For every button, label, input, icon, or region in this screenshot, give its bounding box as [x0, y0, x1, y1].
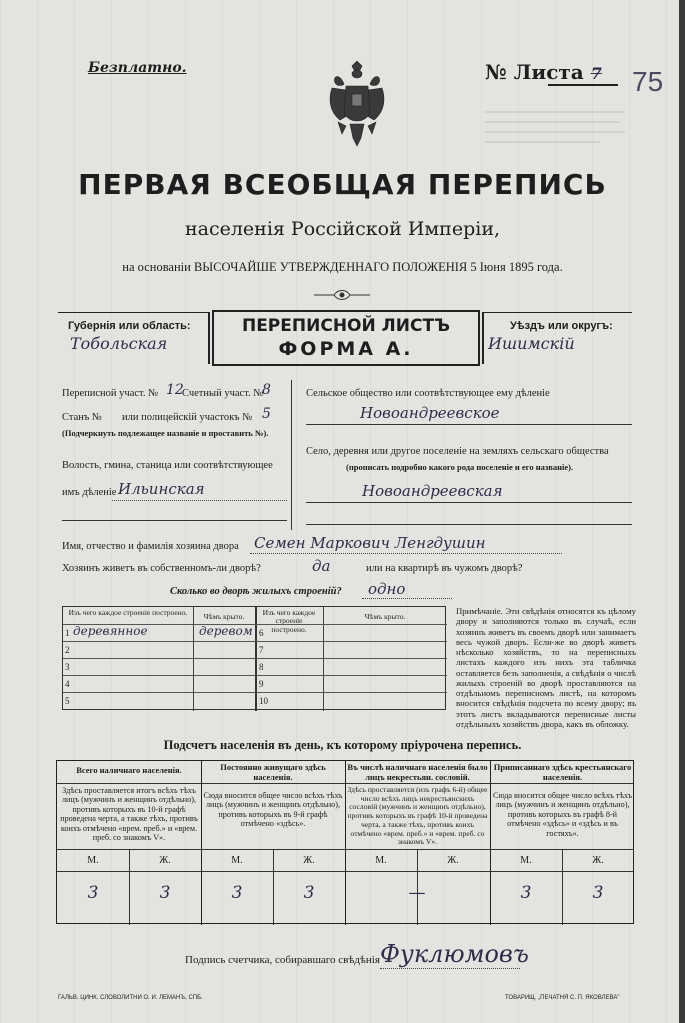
sheet-number-underline: [548, 84, 618, 86]
bleed-through-text: [480, 104, 630, 154]
buildings-row-sep: [63, 692, 447, 693]
stan-value: 5: [262, 406, 271, 422]
society-label: Сельское общество или соотвѣтствующее ему дѣленіе: [306, 388, 550, 399]
buildings-row-num: 8: [259, 662, 264, 672]
buildings-head-roof-2: Чѣмъ крыто.: [364, 612, 406, 621]
form-subtitle: ФОРМА А.: [278, 338, 414, 360]
population-col4-m: М.: [520, 855, 532, 866]
page-subtitle: населенія Россійской Имперіи,: [184, 218, 501, 240]
district-value: Ишимскій: [488, 334, 575, 353]
buildings-row1-material: деревянное: [73, 624, 148, 638]
buildings-row-sep: [63, 658, 447, 659]
signature-value: Фуклюмовъ: [380, 940, 529, 968]
printer-mark-right: ТОВАРИЩ. „ПЕЧАТНЯ С. П. ЯКОВЛЕВА": [505, 995, 620, 1001]
population-col4-m-value: 3: [520, 883, 532, 903]
volost-label-2: имъ дѣленіе: [62, 487, 117, 498]
population-col3-head: Въ числѣ наличнаго населенія было лицъ некрестьян. сословій.: [347, 762, 488, 782]
stan-note: (Подчеркнуть подлежащее названіе и проставить №).: [62, 428, 269, 438]
buildings-row-sep: [63, 675, 447, 676]
census-district-value: 12: [166, 382, 184, 398]
sheet-number-crossed: 7: [590, 64, 602, 83]
buildings-row-num: 4: [65, 679, 70, 689]
buildings-col-sep: [193, 607, 194, 711]
population-col1-desc: Здѣсь проставляется итогъ всѣхъ тѣхъ лицъ (мужчинъ и женщинъ отдѣльно), противъ которыхъ въ 10-й графѣ проведена черта, а также тѣхъ, противъ коихъ отмѣчено «врем. преб.» и «врем. преб. со знакомъ V».: [60, 786, 198, 843]
printer-mark-left: ГАЛЬВ. ЦИНК. СЛОВОЛИТНИ О. И. ЛЕМАНЪ, СПБ.: [58, 995, 203, 1001]
lives-rent-label: или на квартирѣ въ чужомъ дворѣ?: [366, 563, 523, 574]
village-line: [306, 502, 632, 503]
buildings-row-num: 10: [259, 696, 268, 706]
population-col3-m-value: —: [408, 883, 426, 903]
buildings-row1-roof: деревом: [199, 624, 253, 638]
province-value: Тобольская: [70, 334, 168, 353]
population-col1-f: Ж.: [159, 855, 171, 866]
sheet-number-value: 75: [632, 66, 664, 97]
buildings-table: [62, 606, 446, 710]
population-col1-m: М.: [87, 855, 99, 866]
buildings-row-num: 1: [65, 628, 70, 638]
society-value: Новоандреевское: [360, 404, 500, 422]
population-col1-f-value: 3: [159, 883, 171, 903]
sheet-number-label-text: № Листа: [485, 60, 584, 84]
owner-label: Имя, отчество и фамилія хозяина двора: [62, 541, 239, 552]
page-title: ПЕРВАЯ ВСЕОБЩАЯ ПЕРЕПИСЬ: [78, 168, 607, 201]
population-title: Подсчетъ населенія въ день, къ которому пріурочена перепись.: [163, 738, 522, 752]
owner-line: [250, 553, 562, 554]
count-district-label: Счетный участ. №: [182, 388, 264, 399]
population-row-sep: [57, 849, 633, 850]
population-col1-head: Всего наличнаго населенія.: [76, 765, 182, 775]
owner-value: Семен Маркович Ленгдушин: [254, 534, 486, 552]
village-note: (прописать подробно какого рода поселеніе и его названіе).: [346, 462, 574, 472]
buildings-row-num: 9: [259, 679, 264, 689]
free-label: Безплатно.: [88, 60, 187, 76]
population-row-sep: [57, 871, 633, 872]
population-col4-head: Приписаннаго здѣсь крестьянскаго населенія.: [493, 762, 632, 782]
police-district-label: или полицейскій участокъ №: [122, 412, 253, 423]
population-col4-f-value: 3: [592, 883, 604, 903]
population-col3-desc: Здѣсь проставляется (изъ графъ 6-й) общее число всѣхъ лицъ некрестьянскихъ сословій (мужчинъ и женщинъ отдѣльно), противъ которыхъ въ графѣ 10-й проведена черта, а также тѣхъ, противъ коихъ отмѣчено «врем. преб.» и «врем. преб. со знакомъ V».: [347, 785, 488, 847]
buildings-head-material-2: Изъ чего каждое строеніе построено.: [262, 608, 316, 634]
stan-label: Станъ №: [62, 412, 102, 423]
population-col2-f-value: 3: [303, 883, 315, 903]
village-value: Новоандреевская: [362, 482, 503, 500]
count-district-value: 8: [262, 382, 271, 398]
buildings-col-sep: [323, 607, 324, 711]
column-divider: [291, 380, 292, 530]
legal-basis: на основаніи ВЫСОЧАЙШЕ УТВЕРЖДЕННАГО ПОЛОЖЕНІЯ 5 Іюня 1895 года.: [122, 260, 563, 274]
buildings-row-num: 7: [259, 645, 264, 655]
population-col1-m-value: 3: [87, 883, 99, 903]
buildings-row-num: 2: [65, 645, 70, 655]
buildings-label: Сколько во дворѣ жилыхъ строеній?: [170, 586, 342, 597]
ornament-divider: [312, 288, 372, 302]
census-district-label: Переписной участ. №: [62, 388, 159, 399]
village-label: Село, деревня или другое поселеніе на земляхъ сельскаго общества: [306, 446, 609, 457]
society-line: [306, 424, 632, 425]
sheet-number-label: [485, 60, 602, 84]
population-col3-m: М.: [375, 855, 387, 866]
form-title: ПЕРЕПИСНОЙ ЛИСТЪ: [241, 316, 451, 336]
buildings-row-num: 3: [65, 662, 70, 672]
population-col2-m: М.: [231, 855, 243, 866]
population-col2-desc: Сюда вносится общее число всѣхъ тѣхъ лицъ (мужчинъ и женщинъ отдѣльно), противъ которыхъ въ 9-й графѣ отмѣчено «здѣсь».: [203, 791, 343, 829]
buildings-note: Примѣчаніе. Эти свѣдѣнія относятся къ цѣлому двору и заполняются только въ случаѣ, если хозяинъ живетъ въ своемъ дворѣ или занимаетъ весь чужой дворъ. Если-же во дворѣ живетъ нѣсколько хозяйствъ, то на переписныхъ листахъ каждого изъ нихъ эта табличка оставляется безъ заполненія, а свѣдѣнія о числѣ жилыхъ строеній во дворѣ проставляются на отдѣльномъ переписномъ листѣ, на которомъ вносится свѣдѣнія подсчета по всему двору; въ этотъ листъ вкладываются переписные листы отдѣльныхъ хозяйствъ двора, какъ въ обложку.: [456, 606, 636, 729]
province-label: Губернія или область:: [68, 320, 191, 332]
buildings-head-material: Изъ чего каждое строеніе построено.: [68, 608, 188, 617]
volost-value: Ильинская: [118, 480, 205, 498]
buildings-line: [362, 598, 452, 599]
district-label: Уѣздъ или округъ:: [510, 320, 613, 332]
population-col2-m-value: 3: [231, 883, 243, 903]
buildings-row-sep: [63, 641, 447, 642]
village-line-2: [306, 524, 632, 525]
signature-line: [380, 968, 520, 969]
buildings-head-roof: Чѣмъ крыто.: [203, 612, 245, 621]
imperial-eagle-icon: [328, 60, 386, 156]
volost-line-2: [62, 520, 287, 521]
lives-own-label: Хозяинъ живетъ въ собственномъ-ли дворѣ?: [62, 563, 261, 574]
population-col4-f: Ж.: [592, 855, 604, 866]
population-col2-head: Постоянно живущаго здѣсь населенія.: [220, 762, 326, 782]
signature-label: Подпись счетчика, собиравшаго свѣдѣнія: [185, 954, 380, 966]
volost-label-1: Волость, гмина, станица или соотвѣтствующее: [62, 460, 273, 471]
buildings-value: одно: [368, 580, 406, 598]
buildings-row-num: 5: [65, 696, 70, 706]
buildings-row-num: 6: [259, 628, 264, 638]
population-col4-desc: Сюда вносится общее число всѣхъ тѣхъ лицъ (мужчинъ и женщинъ отдѣльно), противъ которыхъ въ графѣ 8-й отмѣчено «здѣсь» и «здѣсь и въ гостяхъ».: [493, 791, 632, 838]
population-table: [56, 760, 634, 924]
lives-own-value: да: [312, 557, 331, 575]
population-col3-f: Ж.: [447, 855, 459, 866]
population-row-sep: [57, 783, 633, 784]
volost-line: [112, 500, 287, 501]
population-col2-f: Ж.: [303, 855, 315, 866]
